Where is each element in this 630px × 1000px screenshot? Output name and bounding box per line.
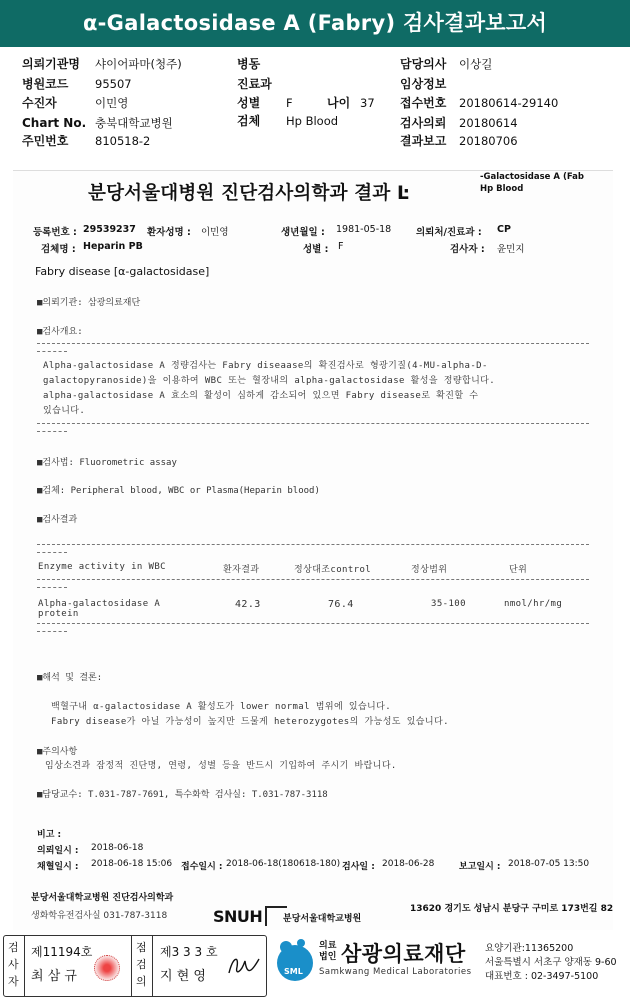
sml-logo-text: SML (284, 967, 303, 976)
dob-label: 생년월일 : (281, 227, 325, 238)
patient-name-label: 환자성명 : (147, 227, 191, 238)
institution-line: ■의뢰기관: 삼광의료재단 (37, 298, 141, 308)
checker-name: 지 현 영 (160, 969, 206, 984)
divider (37, 431, 67, 432)
overview-heading: ■검사개요: (37, 327, 83, 337)
report-sex-value: F (338, 241, 344, 252)
specimen-name-label: 검체명 : (41, 244, 76, 255)
label-patient: 수진자 (22, 96, 57, 110)
label-ward: 병동 (237, 57, 261, 71)
report-corner-line-2: Hp Blood (480, 184, 524, 194)
org-small-1: 의료 (319, 941, 337, 951)
org-address: 서울특별시 서초구 양재동 9-60 (485, 957, 617, 968)
value-accession: 20180614-29140 (459, 96, 559, 110)
result-col-unit: 단위 (509, 565, 528, 575)
overview-line-2: galactopyranoside)을 이용하여 WBC 또는 혈장내의 alpha-galactosidase 활성을 정량합니다. (43, 376, 496, 386)
result-col-control: 정상대조control (294, 565, 372, 575)
signature-icon (225, 951, 261, 981)
value-hospital-code: 95507 (95, 77, 132, 91)
divider (37, 631, 67, 632)
label-request-date: 검사의뢰 (400, 116, 447, 130)
org-tel: 대표번호 : 02-3497-5100 (485, 971, 599, 982)
org-small-2: 법인 (319, 952, 337, 962)
overview-line-4: 있습니다. (43, 406, 86, 416)
tester-label: 검사자 : (450, 244, 485, 255)
dept-value: CP (497, 224, 511, 235)
label-report-date: 결과보고 (400, 134, 447, 148)
divider (37, 544, 589, 545)
dob-value: 1981-05-18 (336, 224, 392, 235)
lab-sub: 생화학유전검사실 031-787-3118 (31, 911, 168, 921)
value-sex: F (286, 96, 293, 110)
label-resident-no: 주민번호 (22, 134, 69, 148)
result-enzyme: Alpha-galactosidase A (38, 599, 161, 609)
divider (24, 935, 25, 997)
specimen-line: ■검체: Peripheral blood, WBC or Plasma(Heparin blood) (37, 486, 320, 496)
lab-name: 분당서울대학교병원 진단검사의학과 (31, 893, 174, 903)
label-age: 나이 (327, 96, 351, 110)
embedded-lab-report (13, 170, 613, 930)
report-date-label: 보고일시 : (459, 862, 501, 872)
label-clinical-info: 임상정보 (400, 77, 447, 91)
reg-no-value: 29539237 (83, 224, 136, 235)
tester-vertical-char: 자 (8, 975, 19, 988)
label-hospital-code: 병원코드 (22, 77, 69, 91)
reg-no-label: 등록번호 : (33, 227, 77, 238)
result-control-value: 76.4 (328, 599, 354, 610)
divider (37, 587, 67, 588)
recv-date-value: 2018-06-18(180618-180) (226, 859, 341, 869)
checker-vertical-label (136, 939, 147, 990)
value-specimen: Hp Blood (286, 114, 339, 128)
test-name: Fabry disease [α-galactosidase] (35, 265, 210, 278)
divider (37, 579, 589, 580)
divider (37, 343, 589, 344)
result-range-value: 35-100 (431, 599, 466, 609)
tester-value: 윤민지 (497, 244, 525, 255)
label-specimen: 검체 (237, 114, 261, 128)
report-date-value: 2018-07-05 13:50 (508, 859, 590, 869)
interp-heading: ■해석 및 결론: (37, 673, 103, 683)
caution-heading: ■주의사항 (37, 747, 78, 757)
specimen-name-value: Heparin PB (83, 241, 143, 252)
tester-seal-icon (94, 955, 120, 981)
snuh-logo: SNUH (213, 907, 263, 926)
value-patient: 이민영 (95, 96, 129, 110)
checker-vertical-char: 의 (136, 975, 147, 988)
divider (131, 935, 132, 997)
test-date-value: 2018-06-28 (382, 859, 435, 869)
caution-line: 임상소견과 잠정적 진단명, 연령, 성별 등을 반드시 기입하여 주시기 바랍니다. (45, 761, 397, 771)
checker-vertical-char: 점 (136, 941, 147, 954)
tester-vertical-char: 사 (8, 958, 19, 971)
checker-vertical-char: 검 (136, 958, 147, 971)
patient-name-value: 이민영 (201, 227, 229, 238)
value-request-date: 20180614 (459, 116, 518, 130)
result-heading: ■검사결과 (37, 515, 78, 525)
divider (152, 935, 153, 997)
test-date-label: 검사일 : (342, 862, 375, 872)
divider (37, 351, 67, 352)
label-doctor: 담당의사 (400, 57, 447, 71)
recv-date-label: 접수일시 : (181, 862, 223, 872)
report-corner-line-1: -Galactosidase A (Fab (480, 172, 584, 182)
method-line: ■검사법: Fluorometric assay (37, 458, 177, 468)
value-report-date: 20180706 (459, 134, 518, 148)
label-accession: 접수번호 (400, 96, 447, 110)
draw-date-value: 2018-06-18 15:06 (91, 859, 173, 869)
tester-vertical-label (8, 939, 19, 990)
tester-license-no: 제11194호 (31, 945, 93, 959)
report-sex-label: 성별 : (303, 244, 329, 255)
result-col-patient: 환자결과 (223, 565, 260, 575)
value-chart-no: 충북대학교병원 (95, 116, 173, 130)
result-col-range: 정상범위 (411, 565, 448, 575)
value-resident-no: 810518-2 (95, 134, 151, 148)
label-institution: 의뢰기관명 (22, 57, 80, 71)
divider (37, 623, 589, 624)
result-col-enzyme: Enzyme activity in WBC (38, 562, 167, 572)
hospital-address: 13620 경기도 성남시 분당구 구미로 173번길 82 (410, 904, 614, 914)
sml-logo-icon (272, 939, 318, 983)
org-english-name: Samkwang Medical Laboratories (319, 967, 472, 977)
value-institution: 샤이어파마(청주) (95, 57, 182, 71)
label-sex: 성별 (237, 96, 261, 110)
draw-date-label: 채혈일시 : (37, 862, 79, 872)
org-name: 삼광의료재단 (341, 942, 466, 966)
signature-footer (0, 935, 630, 1000)
remark-label: 비고 : (37, 830, 62, 840)
contact-line: ■담당교수: T.031-787-7691, 특수화학 검사실: T.031-787-3118 (37, 790, 328, 800)
result-unit-value: nmol/hr/mg (504, 599, 563, 609)
result-enzyme-sub: protein (38, 609, 79, 619)
report-title: α-Galactosidase A (Fabry) 검사결과보고서 (0, 0, 630, 47)
divider (37, 552, 67, 553)
org-code: 요양기관:11365200 (485, 943, 574, 954)
report-heading: 분당서울대병원 진단검사의학과 결과 Ŀ (88, 183, 410, 204)
tester-vertical-char: 검 (8, 941, 19, 954)
label-dept: 진료과 (237, 77, 272, 91)
dept-label: 의뢰처/진료과 : (416, 227, 482, 238)
checker-license-no: 제3 3 3 호 (160, 945, 218, 959)
label-chart-no: Chart No. (22, 116, 87, 130)
tester-name: 최 삼 규 (31, 969, 77, 984)
result-patient-value: 42.3 (235, 599, 261, 610)
hospital-name: 분당서울대학교병원 (283, 914, 362, 924)
interp-line-1: 백혈구내 α-galactosidase A 활성도가 lower normal 범위에 있습니다. (51, 702, 392, 712)
value-age: 37 (360, 96, 375, 110)
value-doctor: 이상길 (459, 57, 493, 71)
request-info-header (0, 47, 630, 165)
overview-line-1: Alpha-galactosidase A 정량검사는 Fabry diseaase의 확진검사로 형광기질(4-MU-alpha-D- (43, 361, 488, 371)
divider (37, 423, 589, 424)
interp-line-2: Fabry disease가 아닐 가능성이 높지만 드물게 heterozygotes의 가능성도 있습니다. (51, 717, 449, 727)
req-date-value: 2018-06-18 (91, 843, 144, 853)
overview-line-3: alpha-galactosidase A 효소의 활성이 심하게 감소되어 있으면 Fabry disease로 확진할 수 (43, 391, 479, 401)
req-date-label: 의뢰일시 : (37, 846, 79, 856)
